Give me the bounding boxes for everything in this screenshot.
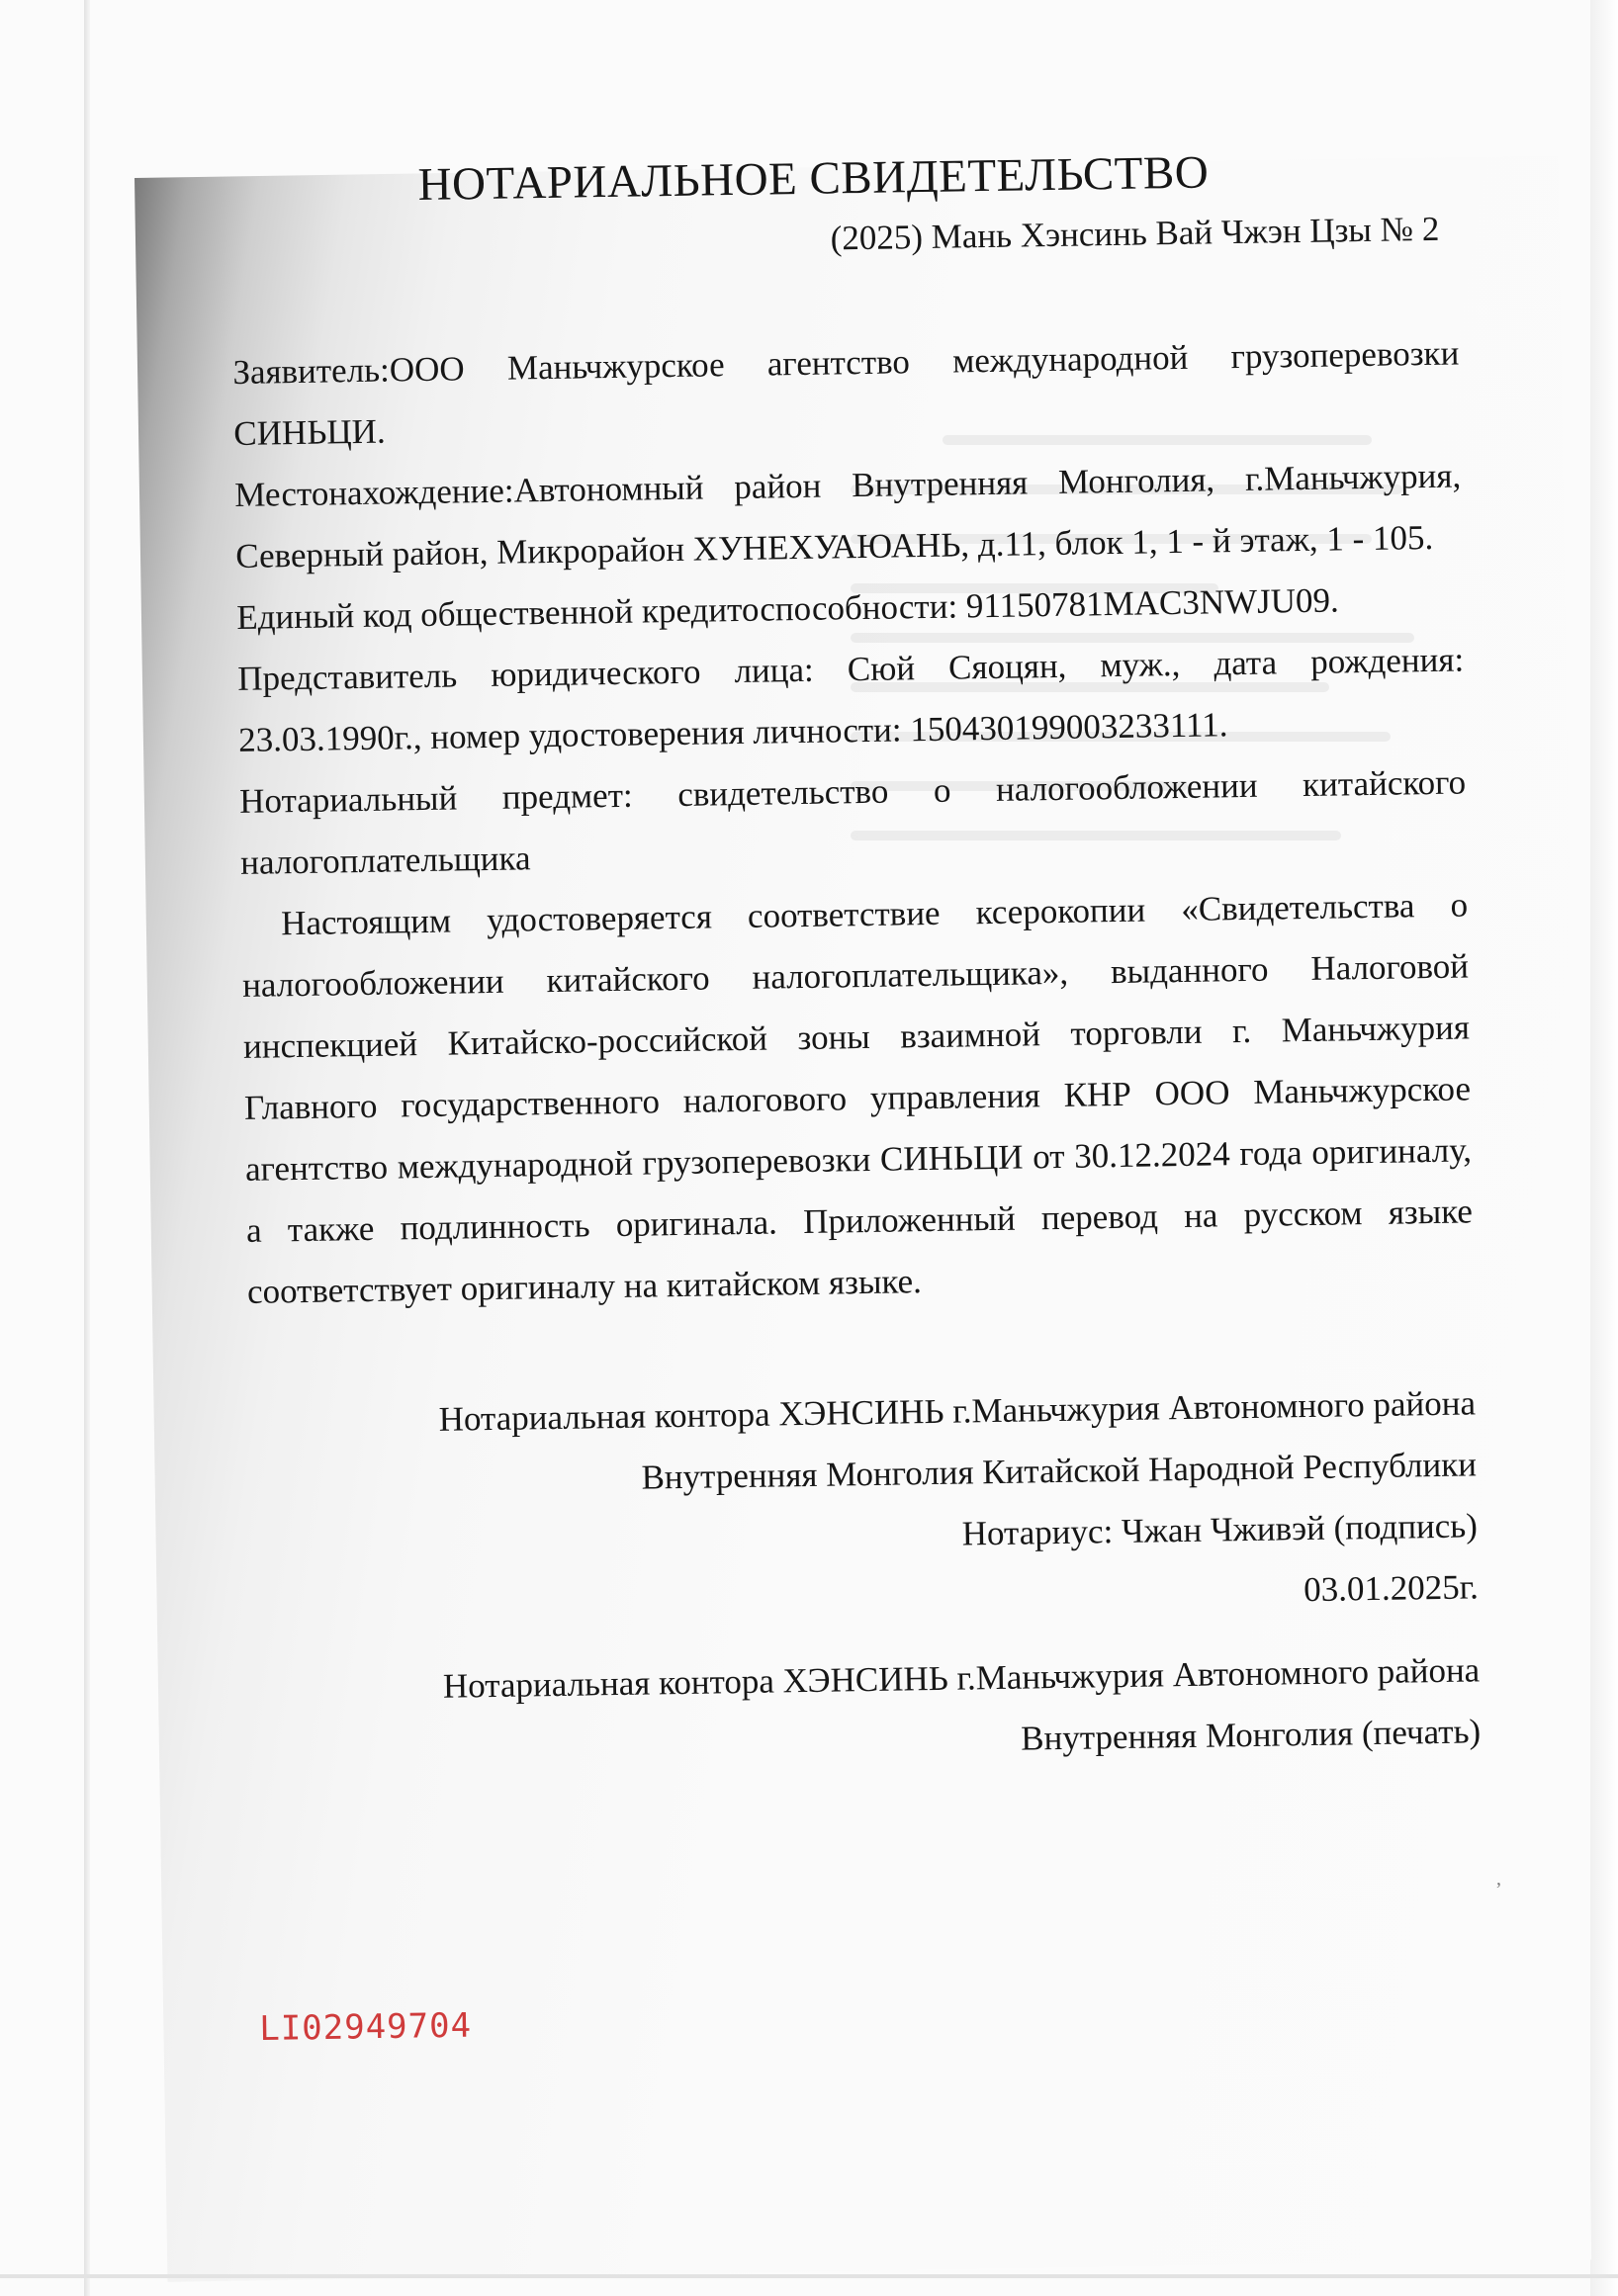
seal-line-1: Нотариальная контора ХЭНСИНЬ г.Маньчжурия Автономного района (442, 1650, 1481, 1706)
notary-office-line-2: Внутренняя Монголия Китайской Народной Республики (641, 1445, 1478, 1497)
serial-number: LI02949704 (259, 2005, 473, 2049)
representative-paragraph: Представитель юридического лица: Сюй Сяоцян, муж., дата рождения: 23.03.1990г., номер удостоверения личности: 150430199003233111. (236, 640, 1465, 759)
corner-mark: , (1496, 1868, 1501, 1890)
certificate-body (232, 322, 1474, 1322)
notary-office-line-1: Нотариальная контора ХЭНСИНЬ г.Маньчжурия Автономного района (438, 1383, 1477, 1439)
certificate-number: (2025) Мань Хэнсинь Вай Чжэн Цзы № 2 (830, 209, 1440, 258)
notary-footer (249, 1372, 1482, 1781)
certification-paragraph: Настоящим удостоверяется соответствие ксерокопии «Свидетельства о налогообложении китайского налогоплательщика», выданного Налоговой инспекцией Китайско-российской зоны взаимной торговли г. Маньчжурия Главного государственного налогового управления КНР ООО Маньчжурское агентство международной грузоперевозки СИНЬЦИ от 30.12.2024 года оригиналу, а также подлинность оригинала. Приложенный перевод на русском языке соответствует оригиналу на китайском языке. (241, 885, 1474, 1311)
applicant-paragraph: Заявитель:ООО Маньчжурское агентство международной грузоперевозки СИНЬЦИ. (232, 333, 1460, 453)
certificate-content (229, 139, 1482, 1782)
document-title: НОТАРИАЛЬНОЕ СВИДЕТЕЛЬСТВО (417, 146, 1210, 212)
notary-signature: Нотариус: Чжан Чживэй (подпись) (961, 1506, 1479, 1553)
location-paragraph: Местонахождение:Автономный район Внутренняя Монголия, г.Маньчжурия, Северный район, Микрорайон ХУНЕХУАЮАНЬ, д.11, блок 1, 1 - й этаж, 1 - 105. (234, 456, 1462, 575)
credit-code-paragraph: Единый код общественной кредитоспособности: 91150781MAC3NWJU09. (235, 580, 1340, 637)
scan-fold-shadow (84, 0, 90, 2296)
notarial-subject-paragraph: Нотариальный предмет: свидетельство о налогообложении китайского налогоплательщика (238, 762, 1467, 882)
seal-line-2: Внутренняя Монголия (печать) (1020, 1712, 1482, 1758)
certificate-date: 03.01.2025г. (1303, 1567, 1480, 1610)
sheet-bottom-edge (0, 2274, 1618, 2278)
scan-right-edge (1590, 0, 1618, 2296)
